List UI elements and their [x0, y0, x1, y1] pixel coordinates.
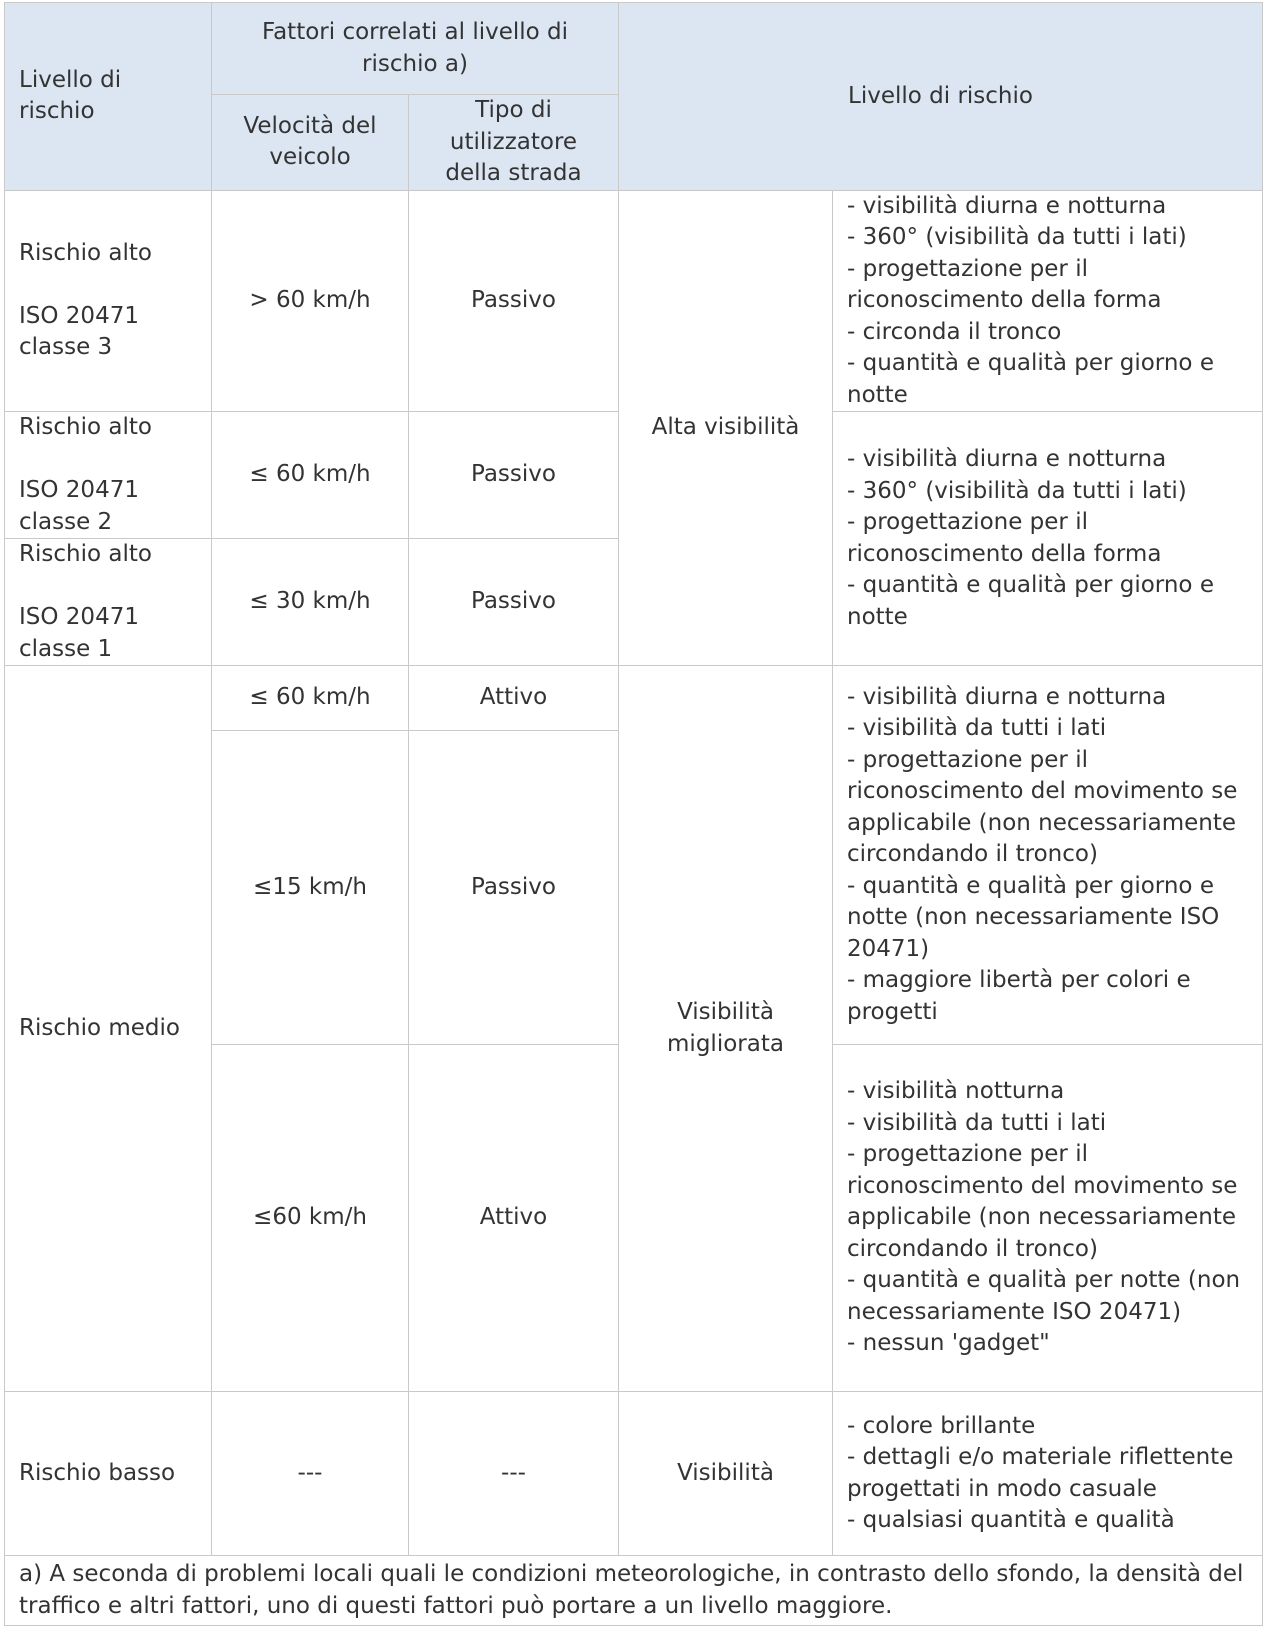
level-low-cell: Visibilità [619, 1392, 833, 1556]
header-road-user-type: Tipo di utilizzatore della strada [409, 95, 619, 191]
description-cell [833, 666, 1263, 1045]
description-line: - visibilità da tutti i lati [847, 1109, 1107, 1136]
description-line: - maggiore libertà per colori e progetti [847, 967, 1191, 1025]
risk-cell [5, 412, 212, 539]
description-line: - visibilità diurna e notturna [847, 446, 1167, 472]
description-line: - progettazione per il riconoscimento del movimento se applicabile (non necessariamente circondando il tronco) [847, 746, 1238, 868]
speed-cell: --- [212, 1392, 409, 1556]
speed-cell: ≤ 30 km/h [212, 539, 409, 666]
header-factors: Fattori correlati al livello di rischio a) [212, 3, 619, 95]
description-line: - progettazione per il riconoscimento del movimento se applicabile (non necessariamente circondando il tronco) [847, 1141, 1238, 1262]
user-type-cell: Passivo [409, 412, 619, 539]
table-row [5, 666, 1263, 731]
class-label: classe 2 [19, 508, 113, 535]
header-risk-level: Livello di rischio [5, 3, 212, 191]
level-high-cell: Alta visibilità [619, 190, 833, 666]
description-line: - quantità e qualità per giorno e notte [847, 350, 1214, 408]
class-label: classe 3 [19, 334, 113, 361]
description-line: - visibilità notturna [847, 1078, 1065, 1105]
description-line: - 360° (visibilità da tutti i lati) [847, 224, 1187, 250]
risk-cell: Rischio medio [5, 666, 212, 1392]
user-type-cell: Attivo [409, 666, 619, 731]
footnote: a) A seconda di problemi locali quali le condizioni meteorologiche, in contrasto dello sfondo, la densità del traffico e altri fattori, uno di questi fattori può portare a un livello maggiore. [5, 1556, 1263, 1626]
description-cell [833, 1392, 1263, 1556]
description-line: - quantità e qualità per giorno e notte (non necessariamente ISO 20471) [847, 872, 1220, 962]
iso-label: ISO 20471 [19, 604, 139, 630]
table-row [5, 1556, 1263, 1626]
header-level: Livello di rischio [619, 3, 1263, 191]
description-line: - circonda il tronco [847, 318, 1062, 345]
speed-cell: > 60 km/h [212, 190, 409, 412]
iso-label: ISO 20471 [19, 477, 139, 503]
description-cell [833, 412, 1263, 666]
description-line: - visibilità diurna e notturna [847, 192, 1167, 219]
description-cell [833, 1045, 1263, 1392]
description-cell [833, 190, 1263, 412]
description-line: - 360° (visibilità da tutti i lati) [847, 477, 1187, 504]
speed-cell: ≤15 km/h [212, 731, 409, 1045]
table-row [5, 1392, 1263, 1556]
user-type-cell: Attivo [409, 1045, 619, 1392]
description-line: - colore brillante [847, 1412, 1036, 1439]
header-vehicle-speed: Velocità del veicolo [212, 95, 409, 191]
iso-label: ISO 20471 [19, 302, 139, 329]
risk-label: Rischio alto [19, 414, 152, 440]
class-label: classe 1 [19, 635, 113, 662]
speed-cell: ≤ 60 km/h [212, 412, 409, 539]
risk-cell [5, 190, 212, 412]
description-line: - quantità e qualità per giorno e notte [847, 572, 1214, 630]
description-line: - qualsiasi quantità e qualità [847, 1507, 1175, 1533]
risk-label: Rischio alto [19, 541, 152, 567]
description-line: - visibilità diurna e notturna [847, 683, 1167, 710]
table-row [5, 190, 1263, 412]
user-type-cell: Passivo [409, 539, 619, 666]
risk-cell [5, 539, 212, 666]
user-type-cell: Passivo [409, 731, 619, 1045]
risk-level-table [4, 2, 1263, 1626]
risk-label: Rischio alto [19, 239, 152, 266]
description-line: - nessun 'gadget" [847, 1330, 1050, 1357]
description-line: - dettagli e/o materiale riflettente progettati in modo casuale [847, 1444, 1234, 1502]
description-line: - progettazione per il riconoscimento della forma [847, 255, 1162, 313]
speed-cell: ≤60 km/h [212, 1045, 409, 1392]
speed-cell: ≤ 60 km/h [212, 666, 409, 731]
description-line: - progettazione per il riconoscimento della forma [847, 509, 1162, 567]
description-line: - visibilità da tutti i lati [847, 715, 1107, 742]
level-medium-cell: Visibilità migliorata [619, 666, 833, 1392]
description-line: - quantità e qualità per notte (non necessariamente ISO 20471) [847, 1267, 1241, 1325]
user-type-cell: Passivo [409, 190, 619, 412]
user-type-cell: --- [409, 1392, 619, 1556]
risk-cell: Rischio basso [5, 1392, 212, 1556]
